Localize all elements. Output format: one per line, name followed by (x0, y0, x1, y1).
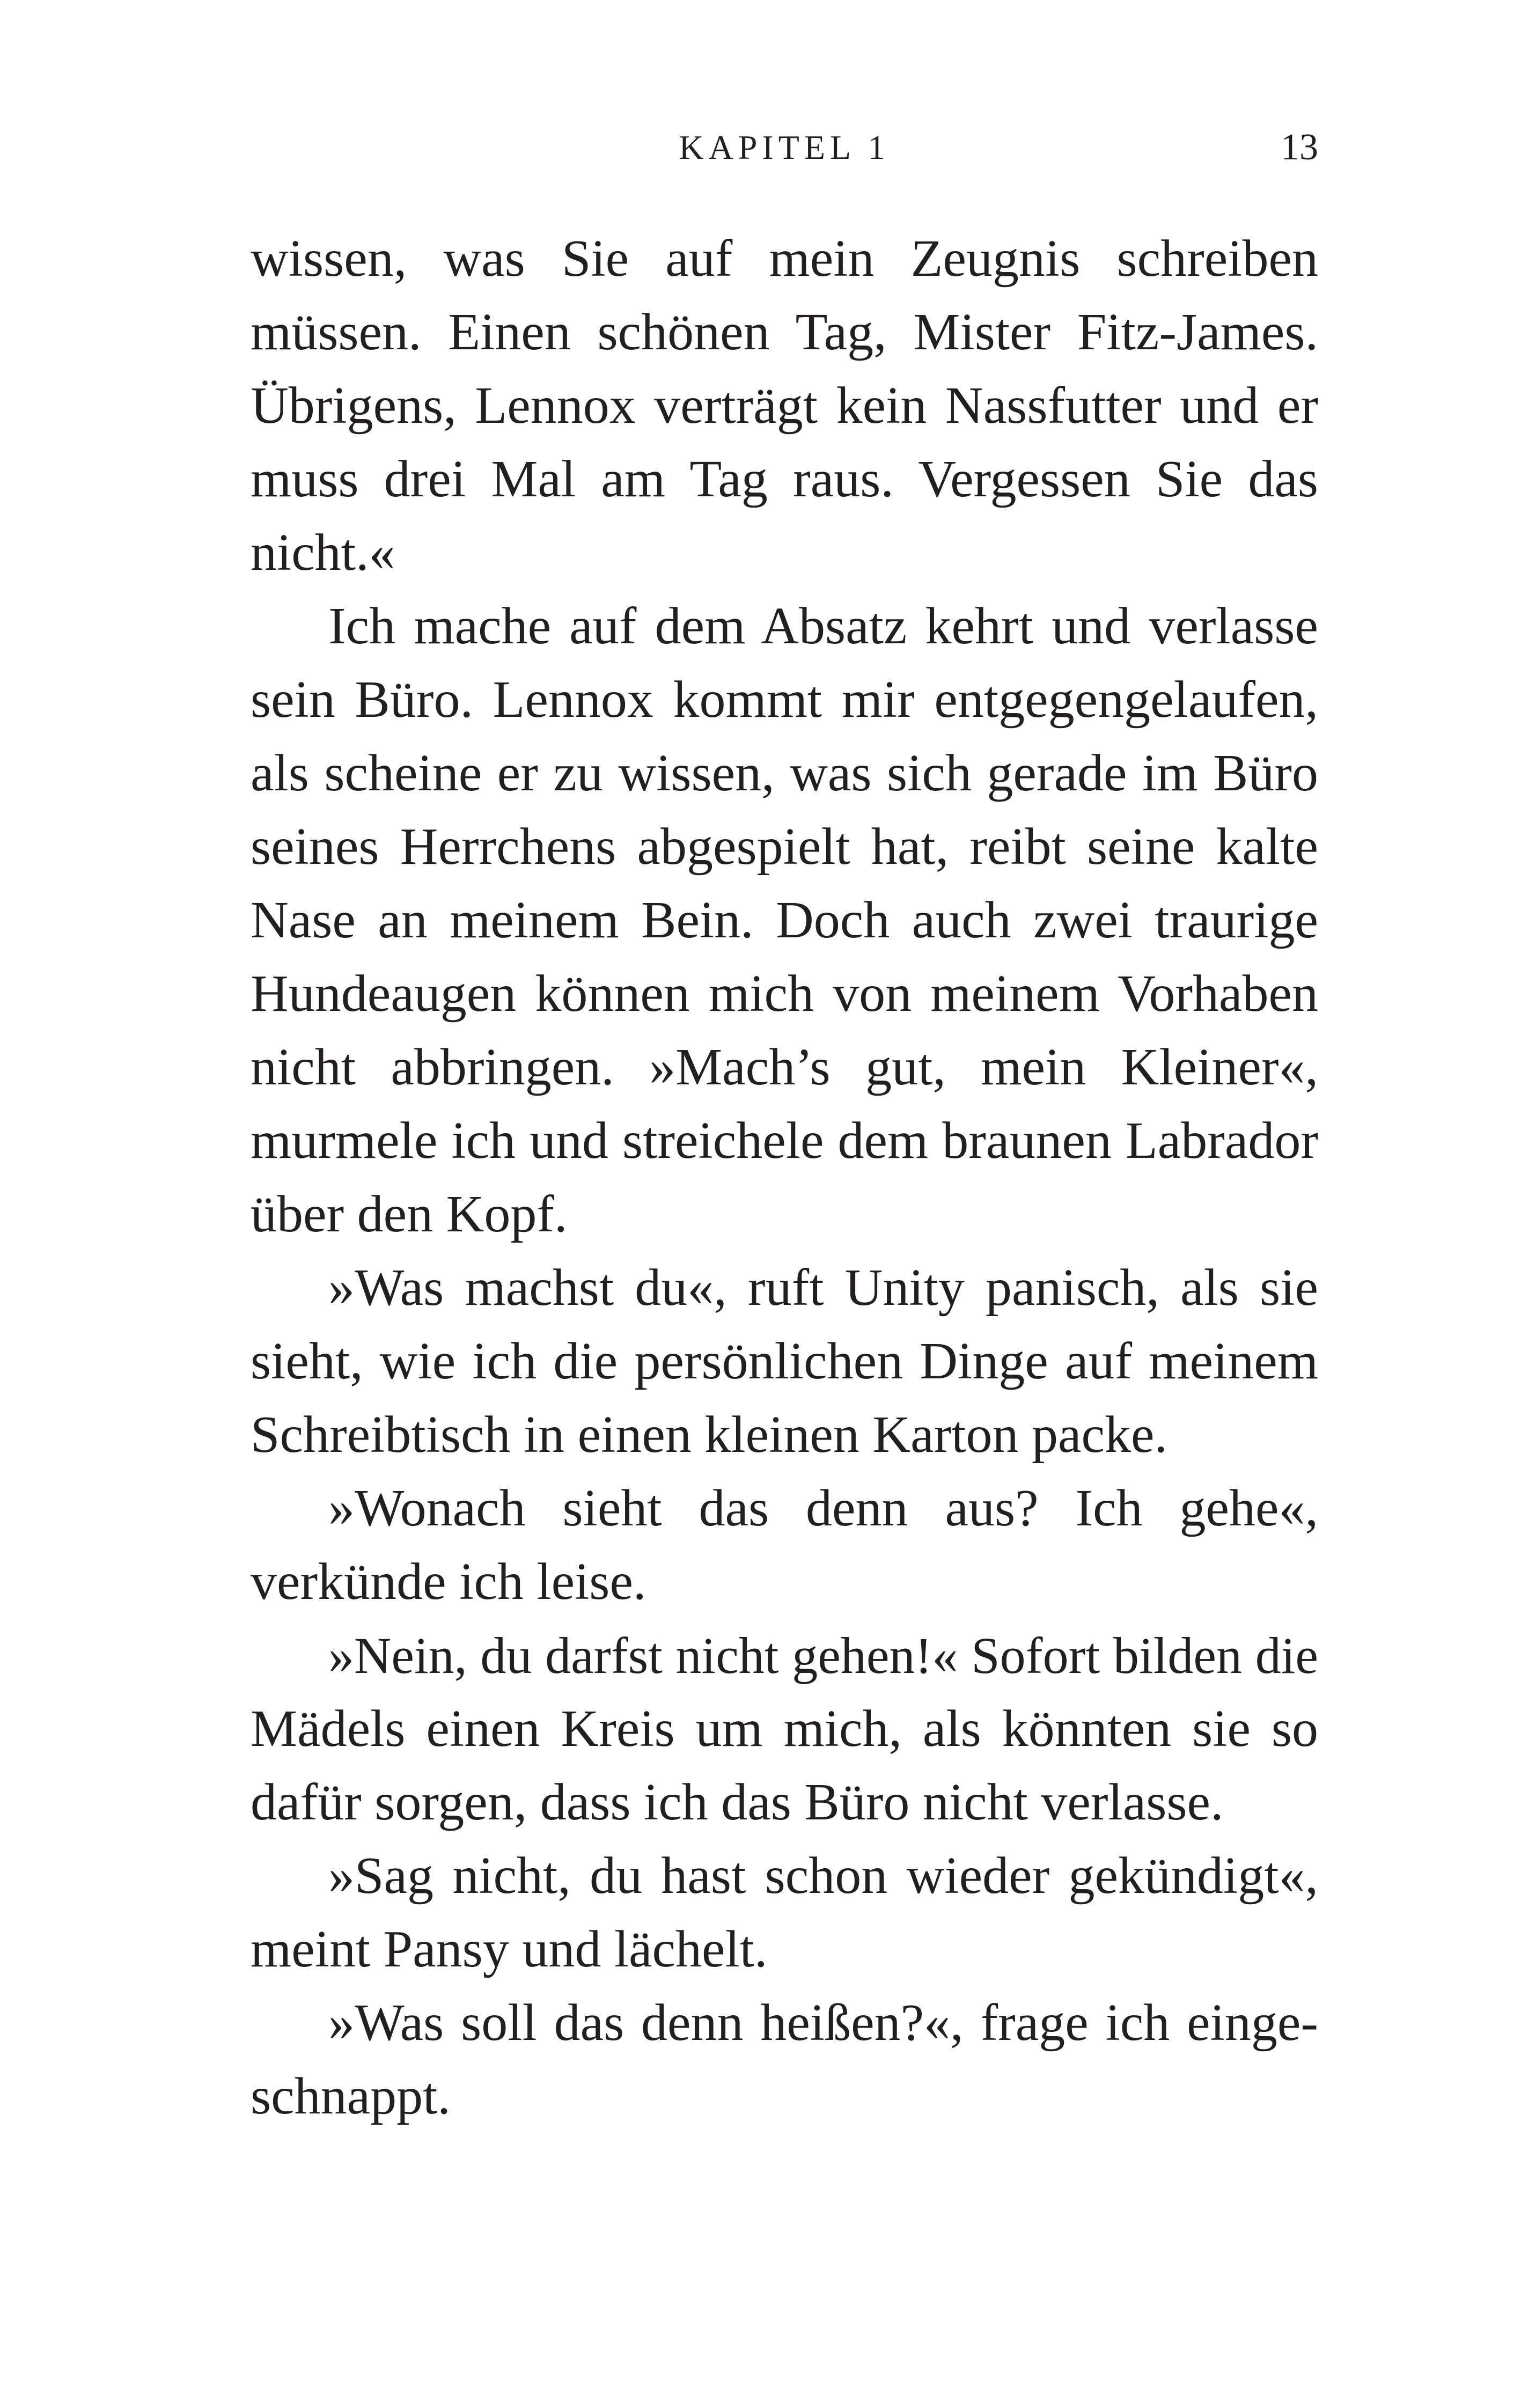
text-line: verkünde ich leise. (251, 1553, 646, 1611)
running-header (251, 118, 1318, 177)
text-line: sieht, wie ich die persönlichen Dinge auf meinem (251, 1332, 1318, 1390)
text-line: »Was soll das denn heißen?«, frage ich einge- (328, 1994, 1318, 2052)
page-number: 13 (1281, 127, 1318, 168)
text-line: dafür sorgen, dass ich das Büro nicht verlasse. (251, 1773, 1224, 1831)
text-line: sein Büro. Lennox kommt mir entgegengelaufen, (251, 671, 1318, 729)
text-line: Nase an meinem Bein. Doch auch zwei traurige (251, 891, 1318, 949)
text-line: wissen, was Sie auf mein Zeugnis schreiben (251, 230, 1318, 288)
text-line: schnappt. (251, 2067, 451, 2125)
text-line: Übrigens, Lennox verträgt kein Nassfutter und er (251, 377, 1318, 435)
body-text (251, 222, 1318, 2133)
text-line: »Sag nicht, du hast schon wieder gekündigt«, (328, 1847, 1318, 1905)
text-line: Hundeaugen können mich von meinem Vorhaben (251, 965, 1318, 1023)
text-line: murmele ich und streichele dem braunen Labrador (251, 1112, 1318, 1170)
text-line: nicht.« (251, 524, 395, 582)
text-line: Schreibtisch in einen kleinen Karton packe. (251, 1406, 1167, 1464)
text-line: Ich mache auf dem Absatz kehrt und verlasse (328, 597, 1318, 655)
text-line: »Was machst du«, ruft Unity panisch, als sie (328, 1259, 1318, 1317)
text-line: muss drei Mal am Tag raus. Vergessen Sie das (251, 450, 1318, 508)
chapter-heading: KAPITEL 1 (679, 128, 890, 166)
text-line: müssen. Einen schönen Tag, Mister Fitz-James. (251, 303, 1318, 361)
text-line: meint Pansy und lächelt. (251, 1920, 768, 1978)
text-line: seines Herrchens abgespielt hat, reibt seine kalte (251, 818, 1318, 876)
text-line: nicht abbringen. »Mach’s gut, mein Kleiner«, (251, 1038, 1318, 1096)
text-line: Mädels einen Kreis um mich, als könnten sie so (251, 1700, 1318, 1758)
text-line: über den Kopf. (251, 1185, 568, 1243)
text-line: als scheine er zu wissen, was sich gerade im Büro (251, 744, 1318, 802)
text-line: »Nein, du darfst nicht gehen!« Sofort bilden die (328, 1627, 1318, 1684)
text-line: »Wonach sieht das denn aus? Ich gehe«, (328, 1479, 1318, 1537)
